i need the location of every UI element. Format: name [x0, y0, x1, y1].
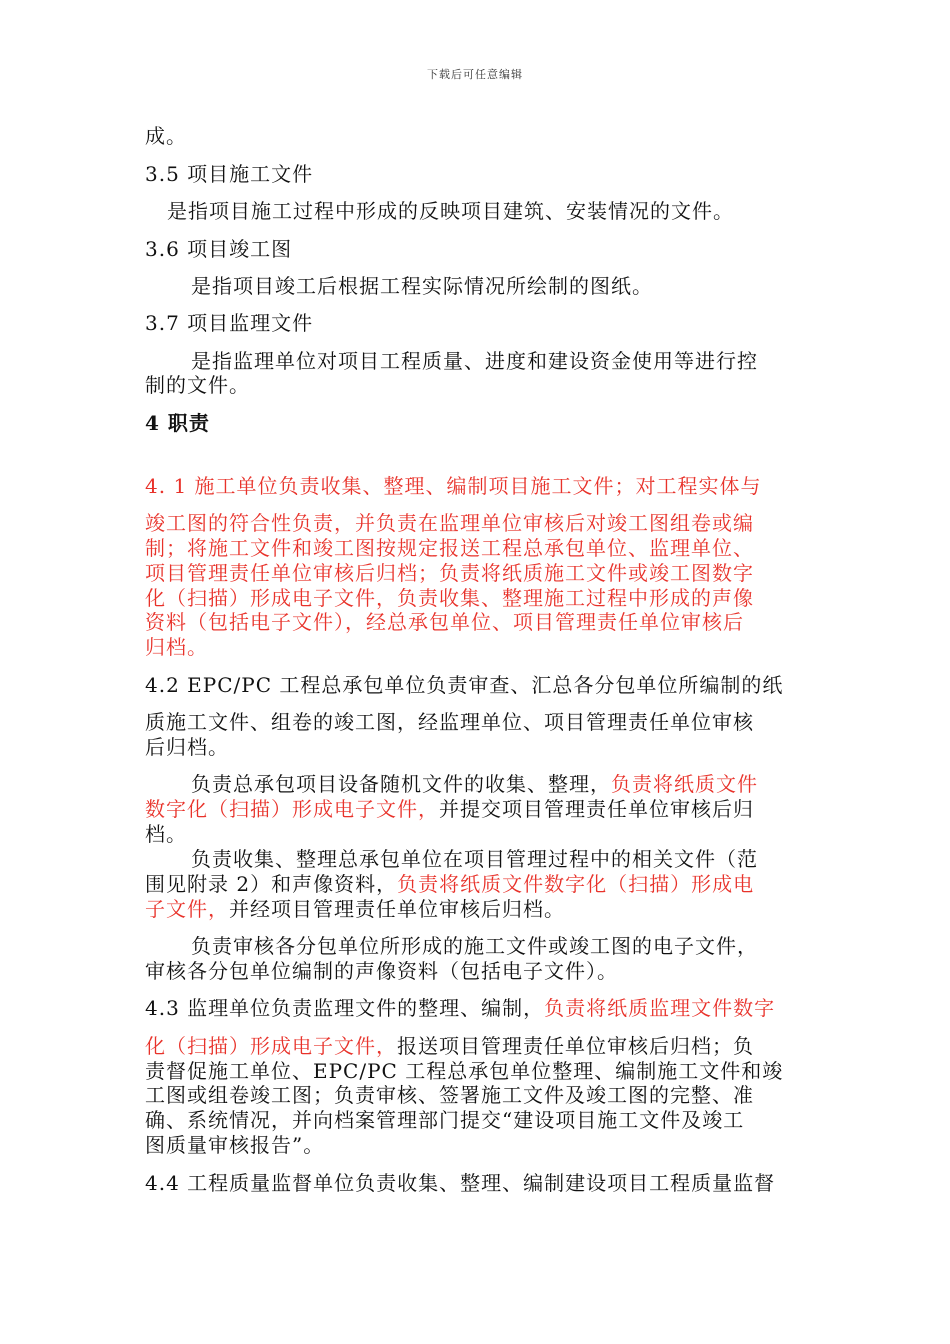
red-text: 4. 1	[145, 474, 195, 498]
red-text: 负责将纸质监理文件数字	[544, 996, 776, 1020]
red-text: 负责将纸质文件数字化（扫描）形成电	[397, 872, 755, 896]
red-text-line: 归档。	[145, 635, 208, 659]
text-line: 负责审核各分包单位所形成的施工文件或竣工图的电子文件，	[191, 934, 758, 958]
text-line: 质施工文件、组卷的竣工图，经监理单位、项目管理责任单位审核	[145, 710, 754, 734]
red-text: 数字化（扫描）形成电子文件，	[145, 797, 439, 821]
text-line: 是指监理单位对项目工程质量、进度和建设资金使用等进行控	[191, 349, 758, 373]
text-line: 后归档。	[145, 735, 229, 759]
text-line: 是指项目施工过程中形成的反映项目建筑、安装情况的文件。	[167, 199, 734, 223]
red-text-line: 制；将施工文件和竣工图按规定报送工程总承包单位、监理单位、	[145, 536, 754, 560]
text-line: 审核各分包单位编制的声像资料（包括电子文件）。	[145, 959, 618, 983]
text-line: 档。	[145, 822, 187, 846]
text-line: 制的文件。	[145, 373, 250, 397]
text-segment: 并提交项目管理责任单位审核后归	[439, 797, 754, 821]
red-text-line: 项目管理责任单位审核后归档；负责将纸质施工文件或竣工图数字	[145, 561, 754, 585]
section-heading-3-7: 3.7 项目监理文件	[145, 311, 314, 335]
section-4-4-line: 4.4 工程质量监督单位负责收集、整理、编制建设项目工程质量监督	[145, 1171, 776, 1195]
text-line: 负责收集、整理总承包单位在项目管理过程中的相关文件（范	[191, 847, 758, 871]
text-segment: 4.3 监理单位负责监理文件的整理、编制，	[145, 996, 545, 1020]
red-text-line: 化（扫描）形成电子文件，负责收集、整理施工过程中形成的声像	[145, 586, 754, 610]
section-heading-4: 4 职责	[145, 411, 210, 435]
red-text: 施工单位负责收集、整理、编制项目施工文件；对工程实体与	[194, 474, 762, 498]
text-line: 工图或组卷竣工图；负责审核、签署施工文件及竣工图的完整、准	[145, 1083, 754, 1107]
text-line	[145, 797, 807, 821]
text-line	[145, 872, 807, 896]
section-heading-3-6: 3.6 项目竣工图	[145, 237, 293, 261]
text-line: 图质量审核报告”。	[145, 1133, 325, 1157]
text-segment: 并经项目管理责任单位审核后归档。	[229, 897, 565, 921]
section-4-2-line: 4.2 EPC/PC 工程总承包单位负责审查、汇总各分包单位所编制的纸	[145, 673, 784, 697]
red-text-line: 竣工图的符合性负责，并负责在监理单位审核后对竣工图组卷或编	[145, 511, 754, 535]
page-header: 下载后可任意编辑	[427, 68, 523, 81]
red-text: 负责将纸质文件	[611, 772, 758, 796]
text-segment: 报送项目管理责任单位审核后归档；负	[397, 1034, 754, 1058]
text-line: 责督促施工单位、EPC/PC 工程总承包单位整理、编制施工文件和竣	[145, 1059, 784, 1083]
text-segment: 负责总承包项目设备随机文件的收集、整理，	[191, 772, 611, 796]
red-text: 子文件，	[145, 897, 229, 921]
section-heading-3-5: 3.5 项目施工文件	[145, 162, 314, 186]
text-line	[145, 772, 853, 796]
text-segment: 围见附录 2）和声像资料，	[145, 872, 398, 896]
text-line	[145, 474, 807, 498]
red-text: 化（扫描）形成电子文件，	[145, 1034, 397, 1058]
text-line: 成。	[145, 124, 187, 148]
text-line	[145, 897, 807, 921]
section-4-3-line	[145, 996, 807, 1020]
text-line: 是指项目竣工后根据工程实际情况所绘制的图纸。	[191, 274, 653, 298]
text-line: 确、系统情况，并向档案管理部门提交“建设项目施工文件及竣工	[145, 1108, 745, 1132]
text-line	[145, 1034, 807, 1058]
red-text-line: 资料（包括电子文件），经总承包单位、项目管理责任单位审核后	[145, 610, 744, 634]
